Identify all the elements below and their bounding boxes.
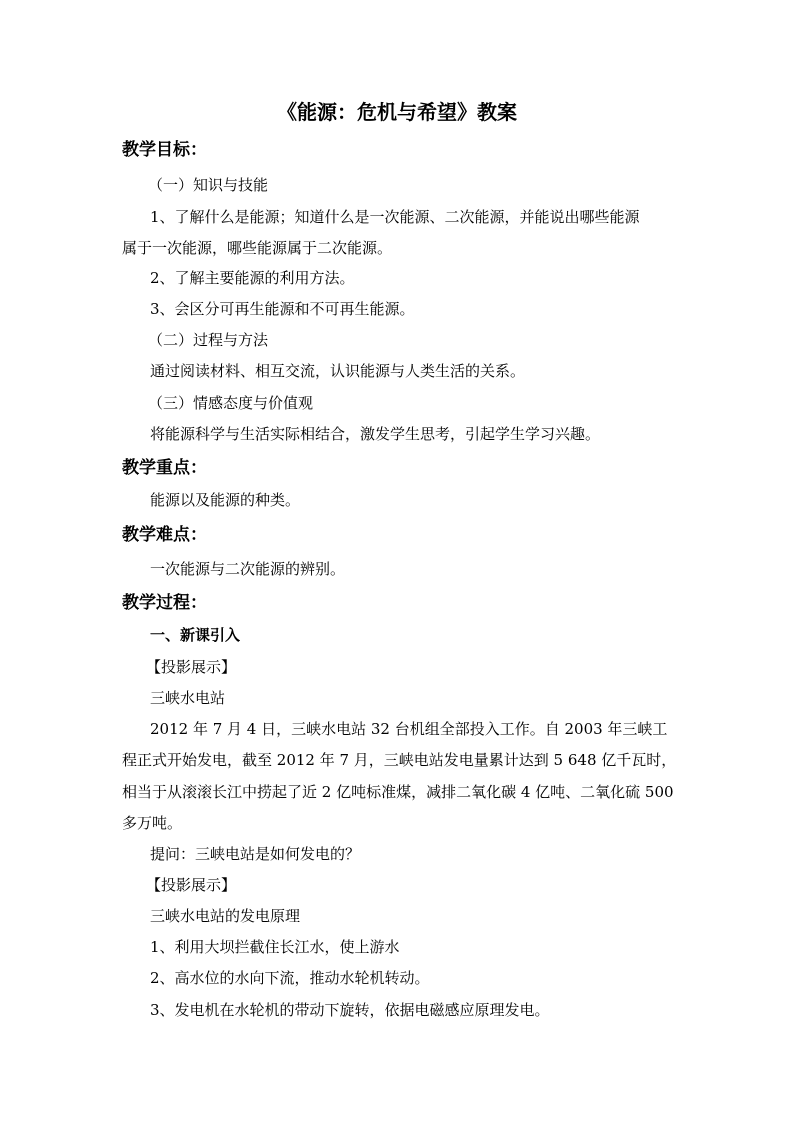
principle-step-1: 1、利用大坝拦截住长江水，使上游水 bbox=[150, 938, 400, 956]
station-name: 三峡水电站 bbox=[150, 689, 226, 707]
goals-subheading-process: （二）过程与方法 bbox=[148, 331, 269, 349]
document-title: 《能源：危机与希望》教案 bbox=[277, 100, 517, 124]
station-paragraph-line-1: 2012 年 7 月 4 日，三峡水电站 32 台机组全部投入工作。自 2003 年三峡工 bbox=[150, 720, 668, 738]
goals-subheading-attitude: （三）情感态度与价值观 bbox=[148, 394, 314, 412]
difficulty-text: 一次能源与二次能源的辨别。 bbox=[150, 560, 346, 578]
station-paragraph-line-2: 程正式开始发电，截至 2012 年 7 月，三峡电站发电量累计达到 5 648 亿千瓦时， bbox=[122, 751, 677, 769]
teaching-process-heading: 教学过程： bbox=[122, 593, 207, 613]
projection-label-1: 【投影展示】 bbox=[146, 658, 237, 676]
attitude-text: 将能源科学与生活实际相结合，激发学生思考，引起学生学习兴趣。 bbox=[150, 425, 601, 443]
key-points-text: 能源以及能源的种类。 bbox=[150, 491, 301, 509]
station-paragraph-line-3: 相当于从滚滚长江中捞起了近 2 亿吨标准煤，减排二氧化碳 4 亿吨、二氧化硫 500 bbox=[122, 783, 674, 801]
difficulty-heading: 教学难点： bbox=[122, 525, 207, 545]
goals-subheading-knowledge: （一）知识与技能 bbox=[148, 176, 269, 194]
goal-item-1-line-1: 1、了解什么是能源；知道什么是一次能源、二次能源，并能说出哪些能源 bbox=[150, 208, 640, 226]
station-paragraph-line-4: 多万吨。 bbox=[122, 814, 183, 832]
principle-title: 三峡水电站的发电原理 bbox=[150, 907, 301, 925]
principle-step-2: 2、高水位的水向下流，推动水轮机转动。 bbox=[150, 969, 430, 987]
goal-item-1-line-2: 属于一次能源，哪些能源属于二次能源。 bbox=[122, 239, 393, 257]
section-intro-heading: 一、新课引入 bbox=[150, 626, 241, 644]
teaching-goals-heading: 教学目标： bbox=[122, 140, 207, 160]
principle-step-3: 3、发电机在水轮机的带动下旋转，依据电磁感应原理发电。 bbox=[150, 1001, 550, 1019]
projection-label-2: 【投影展示】 bbox=[146, 876, 237, 894]
goal-item-3: 3、会区分可再生能源和不可再生能源。 bbox=[150, 300, 415, 318]
goal-item-2: 2、了解主要能源的利用方法。 bbox=[150, 269, 355, 287]
question-text: 提问：三峡电站是如何发电的？ bbox=[150, 845, 361, 863]
key-points-heading: 教学重点： bbox=[122, 458, 207, 478]
process-method-text: 通过阅读材料、相互交流，认识能源与人类生活的关系。 bbox=[150, 362, 526, 380]
